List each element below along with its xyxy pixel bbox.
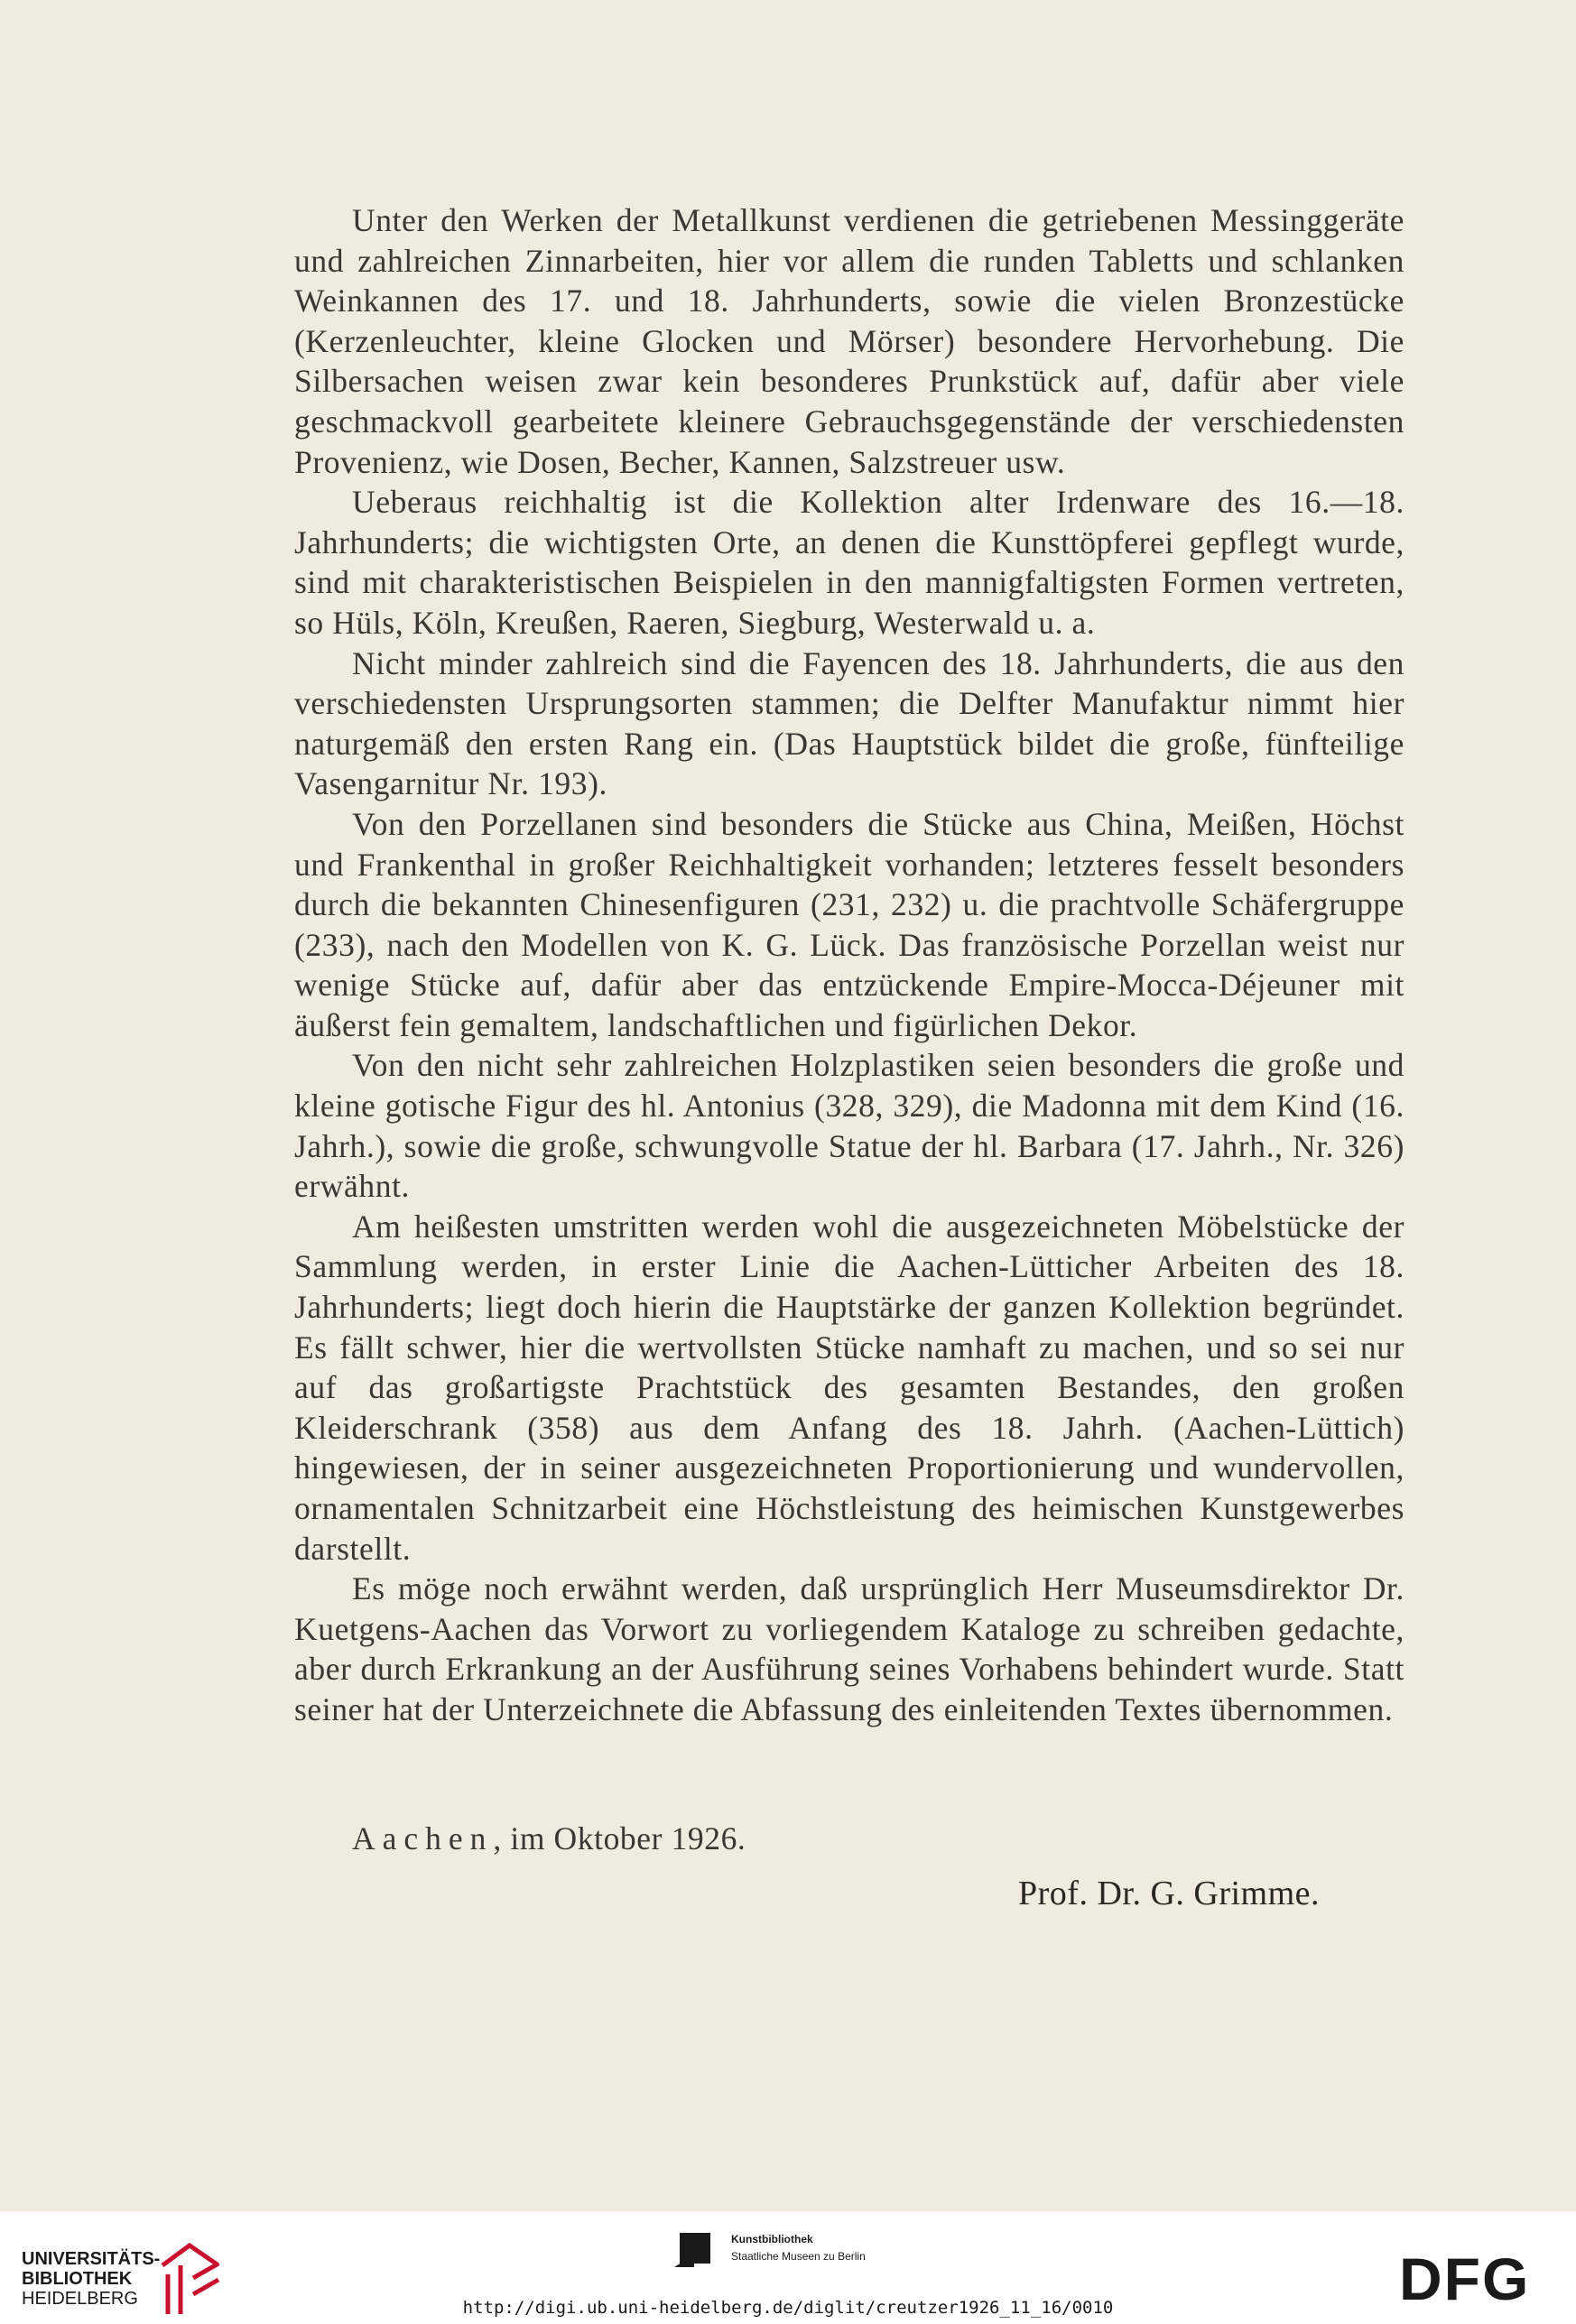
kunstbibliothek-wordmark [731,2231,866,2265]
footer-bar [0,2211,1576,2324]
body-text [294,200,1404,1730]
paragraph-porcelain: Von den Porzellanen sind besonders die Stücke aus China, Meißen, Höchst und Frankenthal in großer Reichhaltigkeit vorhanden; letzteres fesselt besonders durch die bekannten Chinesenfiguren (231, 232) u. die prachtvolle Schäfergruppe (233), nach den Modellen von K. G. Lück. Das französische Porzellan weist nur wenige Stücke auf, dafür aber das entzückende Empire-Mocca-Déjeuner mit äußerst fein gemaltem, landschaftlichen und figürlichen Dekor. [294,805,1404,1043]
ub-line-3: HEIDELBERG [22,2289,138,2309]
kb-subtitle: Staatliche Museen zu Berlin [731,2250,866,2263]
kb-name: Kunstbibliothek [731,2233,813,2245]
ub-line-2: BIBLIOTHEK [22,2269,133,2289]
paragraph-preface-note: Es möge noch erwähnt werden, daß ursprünglich Herr Museumsdirektor Dr. Kuetgens-Aachen das Vorwort zu vorliegendem Kataloge zu schreiben gedachte, aber durch Erkrankung an der Ausführung seines Vorhabens behindert wurde. Statt seiner hat der Unterzeichnete die Abfassung des einleitenden Textes übernommen. [294,1570,1404,1727]
paragraph-furniture: Am heißesten umstritten werden wohl die ausgezeichneten Möbelstücke der Sammlung werden, in erster Linie die Aachen-Lütticher Arbeiten des 18. Jahrhunderts; liegt doch hierin die Hauptstärke der ganzen Kollektion begründet. Es fällt schwer, hier die wertvollsten Stücke namhaft zu machen, und so sei nur auf das großartigste Prachtstück des gesamten Bestandes, den großen Kleiderschrank (358) aus dem Anfang des 18. Jahrh. (Aachen-Lüttich) hingewiesen, der in seiner ausgezeichneten Proportionierung und wundervollen, ornamentalen Schnitzarbeit eine Höchstleistung des heimischen Kunstgewerbes darstellt. [294,1208,1404,1567]
paragraph-faience: Nicht minder zahlreich sind die Fayencen des 18. Jahrhunderts, die aus den verschiedensten Ursprungsorten stammen; die Delfter Manufaktur nimmt hier naturgemäß den ersten Rang ein. (Das Hauptstück bildet die große, fünfteilige Vasengarnitur Nr. 193). [294,644,1404,802]
signature: Prof. Dr. G. Grimme. [1018,1875,1321,1912]
dfg-logo[interactable]: DFG [1399,2245,1531,2312]
dateline [352,1819,746,1857]
kunstbibliothek-logo-icon[interactable] [672,2231,714,2273]
permalink-url[interactable]: http://digi.ub.uni-heidelberg.de/diglit/creutzer1926_11_16/0010 [462,2298,1114,2318]
ub-line-1: UNIVERSITÄTS- [22,2249,161,2269]
dateline-place: Aachen [352,1820,494,1856]
paragraph-earthenware: Ueberaus reichhaltig ist die Kollektion alter Irdenware des 16.—18. Jahrhunderts; die wichtigsten Orte, an denen die Kunsttöpferei gepflegt wurde, sind mit charakteristischen Beispielen in den mannigfaltigsten Formen vertreten, so Hüls, Köln, Kreußen, Raeren, Siegburg, Westerwald u. a. [294,484,1404,641]
dateline-date: , im Oktober 1926. [493,1820,746,1856]
paragraph-metalwork: Unter den Werken der Metallkunst verdienen die getriebenen Messinggeräte und zahlreichen Zinnarbeiten, hier vor allem die runden Tabletts und schlanken Weinkannen des 17. und 18. Jahrhunderts, sowie die vielen Bronzestücke (Kerzenleuchter, kleine Glocken und Mörser) besondere Hervorhebung. Die Silbersachen weisen zwar kein besonderes Prunkstück auf, dafür aber viele geschmackvoll gearbeitete kleinere Gebrauchsgegenstände der verschiedensten Provenienz, wie Dosen, Becher, Kannen, Salzstreuer usw. [294,202,1404,480]
paragraph-wood-sculpture: Von den nicht sehr zahlreichen Holzplastiken seien besonders die große und kleine gotische Figur des hl. Antonius (328, 329), die Madonna mit dem Kind (16. Jahrh.), sowie die große, schwungvolle Statue der hl. Barbara (17. Jahrh., Nr. 326) erwähnt. [294,1047,1404,1205]
